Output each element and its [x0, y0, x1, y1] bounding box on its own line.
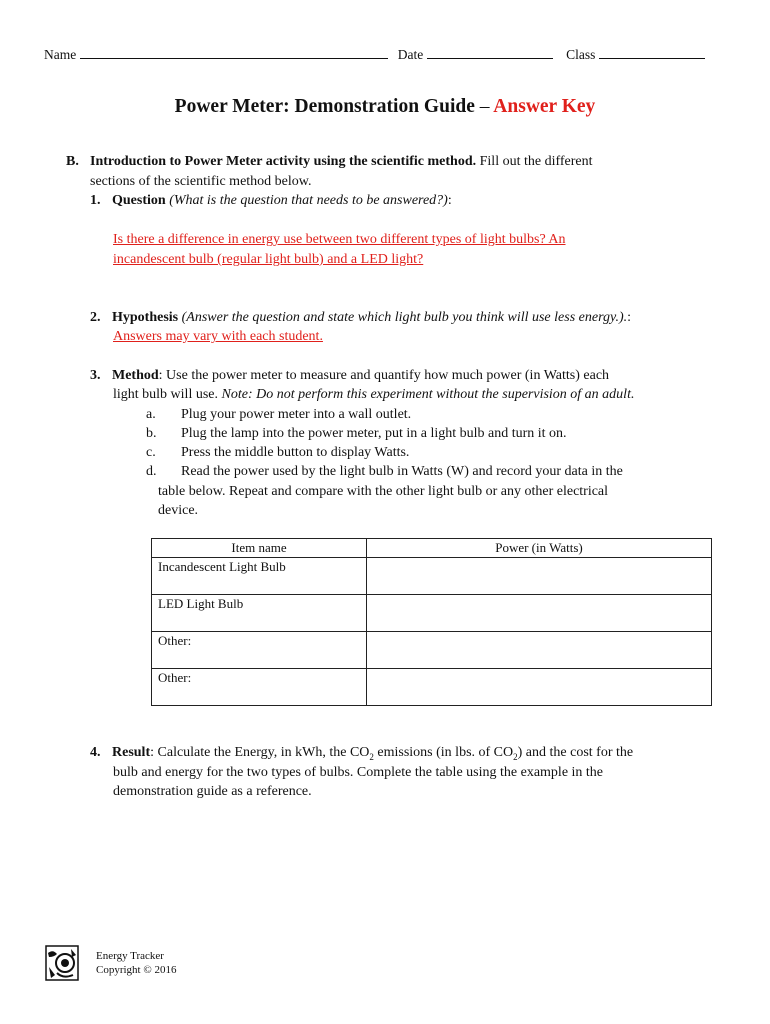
q4-text-c: ) and the cost for the — [517, 745, 634, 760]
page-title — [0, 96, 770, 118]
q1-colon: : — [447, 193, 452, 208]
q1-answer-line2: incandescent bulb (regular light bulb) and a LED light? — [113, 252, 424, 267]
title-answer-key: Answer Key — [493, 96, 596, 117]
header-line — [44, 47, 724, 63]
power-table — [151, 538, 712, 706]
power-cell[interactable] — [367, 558, 712, 595]
step-letter: c. — [146, 445, 156, 460]
step-text: Read the power used by the light bulb in Watts (W) and record your data in the — [181, 464, 623, 479]
section-b-line2: sections of the scientific method below. — [90, 174, 312, 189]
step-a — [146, 405, 411, 425]
q3-label: Method — [112, 368, 159, 383]
date-field[interactable] — [427, 48, 553, 59]
q3-text-2: light bulb will use. — [113, 387, 218, 402]
q4-sub-1: 2 — [369, 751, 374, 762]
q2-answer: Answers may vary with each student. — [113, 329, 323, 344]
section-b-heading — [66, 152, 746, 172]
footer — [96, 949, 176, 977]
table-row — [152, 632, 712, 669]
power-cell[interactable] — [367, 595, 712, 632]
table-row — [152, 558, 712, 595]
power-cell[interactable] — [367, 669, 712, 706]
section-heading: Introduction to Power Meter activity using the scientific method. — [90, 154, 477, 169]
question-2 — [90, 308, 750, 328]
q4-line2: bulb and energy for the two types of bulbs. Complete the table using the example in the — [113, 765, 604, 780]
section-letter: B. — [66, 154, 79, 169]
item-cell: LED Light Bulb — [152, 595, 367, 632]
footer-line1: Energy Tracker — [96, 950, 164, 962]
item-cell[interactable]: Other: — [152, 632, 367, 669]
q1-answer-line1: Is there a difference in energy use between two different types of light bulbs? An — [113, 232, 566, 247]
col-power-header: Power (in Watts) — [367, 539, 712, 558]
q2-number: 2. — [90, 310, 101, 325]
col-item-header: Item name — [152, 539, 367, 558]
step-letter: a. — [146, 407, 156, 422]
q3-line2 — [113, 385, 634, 405]
question-3 — [90, 366, 750, 386]
q1-label: Question — [112, 193, 166, 208]
name-field[interactable] — [80, 48, 388, 59]
q4-number: 4. — [90, 745, 101, 760]
date-label: Date — [397, 47, 424, 62]
power-cell[interactable] — [367, 632, 712, 669]
q2-label: Hypothesis — [112, 310, 179, 325]
title-main: Power Meter: Demonstration Guide — [174, 96, 475, 117]
energy-tracker-logo-icon — [45, 945, 79, 981]
q3-text-1: : Use the power meter to measure and quantify how much power (in Watts) each — [158, 368, 610, 383]
step-letter: d. — [146, 464, 157, 479]
class-label: Class — [566, 47, 596, 62]
step-d-line3: device. — [158, 503, 199, 518]
q4-label: Result — [112, 745, 151, 760]
q4-line3: demonstration guide as a reference. — [113, 784, 312, 799]
step-c — [146, 443, 409, 463]
q3-note: Note: Do not perform this experiment without the supervision of an adult. — [221, 387, 635, 402]
item-cell[interactable]: Other: — [152, 669, 367, 706]
title-dash: – — [479, 96, 490, 117]
step-text: Plug the lamp into the power meter, put in a light bulb and turn it on. — [181, 426, 567, 441]
step-d — [146, 462, 623, 482]
table-row — [152, 669, 712, 706]
q2-colon: : — [627, 310, 631, 325]
q1-number: 1. — [90, 193, 101, 208]
step-text: Press the middle button to display Watts. — [181, 445, 410, 460]
step-b — [146, 424, 567, 444]
question-1 — [90, 191, 730, 211]
table-row — [152, 595, 712, 632]
q4-text-b: emissions (in lbs. of CO — [373, 745, 514, 760]
q4-text-a: : Calculate the Energy, in kWh, the CO — [150, 745, 370, 760]
footer-copyright: Copyright © 2016 — [96, 964, 177, 976]
table-header-row — [152, 539, 712, 558]
item-cell: Incandescent Light Bulb — [152, 558, 367, 595]
step-text: Plug your power meter into a wall outlet. — [181, 407, 412, 422]
step-letter: b. — [146, 426, 157, 441]
class-field[interactable] — [599, 48, 705, 59]
q4-sub-2: 2 — [513, 751, 518, 762]
section-text-1: Fill out the different — [479, 154, 593, 169]
step-d-line2: table below. Repeat and compare with the other light bulb or any other electrical — [158, 484, 609, 499]
q1-prompt: (What is the question that needs to be answered?) — [169, 193, 448, 208]
q2-prompt: (Answer the question and state which light bulb you think will use less energy.). — [181, 310, 628, 325]
q3-number: 3. — [90, 368, 101, 383]
name-label: Name — [44, 47, 77, 62]
